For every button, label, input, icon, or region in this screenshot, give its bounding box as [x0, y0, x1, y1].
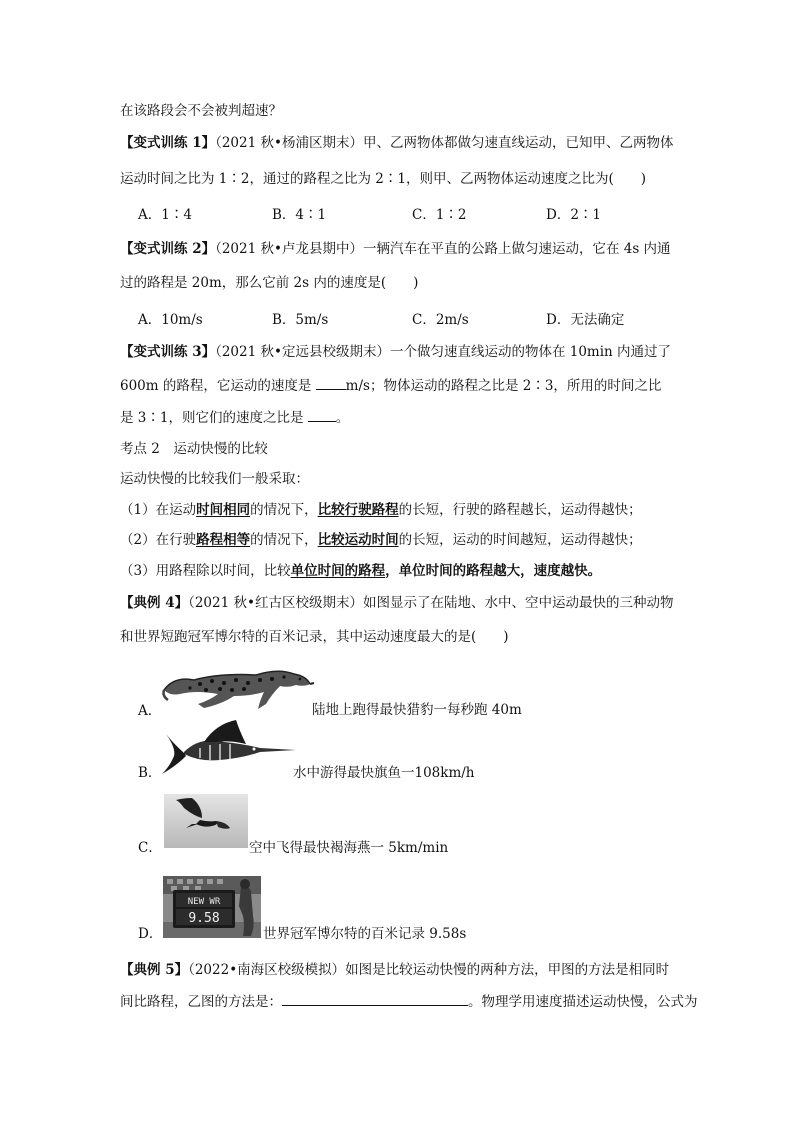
question-3-text: 600m 的路程，它运动的速度是 m/s；物体运动的路程之比是 2∶3，所用的时间之比 — [120, 378, 662, 394]
scoreboard-line1: NEW WR — [187, 897, 221, 907]
scoreboard-line2: 9.58 — [188, 911, 220, 926]
option-d-text: 世界冠军博尔特的百米记录 9.58s — [263, 926, 467, 942]
question-4-header: 【典例 4】（2021 秋•红古区校级期末）如图显示了在陆地、水中、空中运动最快的三种动物 — [120, 595, 674, 611]
method-1: （1）在运动时间相同的情况下，比较行驶路程的长短，行驶的路程越长，运动得越快； — [120, 502, 642, 518]
question-3-text: 是 3∶1，则它们的速度之比是 。 — [120, 410, 350, 426]
option-c-letter: C． — [138, 840, 162, 856]
option-c: C．1∶2 — [412, 207, 467, 223]
option-c: C．2m/s — [412, 312, 469, 328]
sailfish-image — [160, 718, 300, 776]
method-2: （2）在行驶路程相等的情况下，比较运动时间的长短，运动的时间越短，运动得越快； — [120, 532, 642, 548]
question-tag: 【变式训练 3】 — [120, 344, 216, 360]
option-d-letter: D． — [138, 926, 163, 942]
question-tag: 【典例 4】 — [120, 595, 189, 611]
text-line: 在该路段会不会被判超速？ — [120, 103, 282, 119]
option-a: A．1∶4 — [138, 207, 192, 223]
question-5-header: 【典例 5】（2022•南海区校级模拟）如图是比较运动快慢的两种方法，甲图的方法是相同时 — [120, 962, 670, 978]
option-a-letter: A． — [138, 703, 162, 719]
question-1-header: 【变式训练 1】（2021 秋•杨浦区期末）甲、乙两物体都做匀速直线运动，已知甲、乙两物体 — [120, 135, 674, 151]
text-line: 运动快慢的比较我们一般采取： — [120, 471, 309, 487]
swift-bird-image — [164, 794, 248, 848]
cheetah-image — [160, 660, 315, 715]
question-tag: 【典例 5】 — [120, 962, 189, 978]
option-b: B．5m/s — [272, 312, 329, 328]
question-5-text: 间比路程，乙图的方法是： 。物理学用速度描述运动快慢，公式为 — [120, 994, 698, 1010]
question-4-text: 和世界短跑冠军博尔特的百米记录，其中运动速度最大的是( ) — [120, 629, 509, 645]
question-tag: 【变式训练 2】 — [120, 241, 216, 257]
option-b-text: 水中游得最快旗鱼一108km/h — [293, 765, 475, 781]
answer-blank[interactable] — [316, 377, 346, 390]
option-a: A．10m/s — [138, 312, 203, 328]
option-d: D．2∶1 — [546, 207, 602, 223]
method-3: （3）用路程除以时间，比较单位时间的路程，单位时间的路程越大，速度越快。 — [120, 563, 602, 579]
question-2-text: 过的路程是 20m，那么它前 2s 内的速度是( ) — [120, 275, 419, 291]
question-2-header: 【变式训练 2】（2021 秋•卢龙县期中）一辆汽车在平直的公路上做匀速运动，它在 4s 内通 — [120, 241, 671, 257]
question-1-text: 运动时间之比为 1∶2，通过的路程之比为 2∶1，则甲、乙两物体运动速度之比为( ) — [120, 171, 646, 187]
bolt-record-image — [163, 876, 261, 938]
question-tag: 【变式训练 1】 — [120, 135, 216, 151]
answer-blank[interactable] — [282, 993, 468, 1006]
option-c-text: 空中飞得最快褐海燕一 5km/min — [249, 840, 449, 856]
option-d: D．无法确定 — [546, 312, 625, 328]
question-3-header: 【变式训练 3】（2021 秋•定远县校级期末）一个做匀速直线运动的物体在 10min 内通过了 — [120, 344, 672, 360]
answer-blank[interactable] — [308, 409, 336, 422]
option-b: B．4∶1 — [272, 207, 327, 223]
option-b-letter: B． — [138, 765, 162, 781]
section-heading: 考点 2 运动快慢的比较 — [120, 441, 268, 457]
option-a-text: 陆地上跑得最快猎豹一每秒跑 40m — [312, 702, 522, 718]
